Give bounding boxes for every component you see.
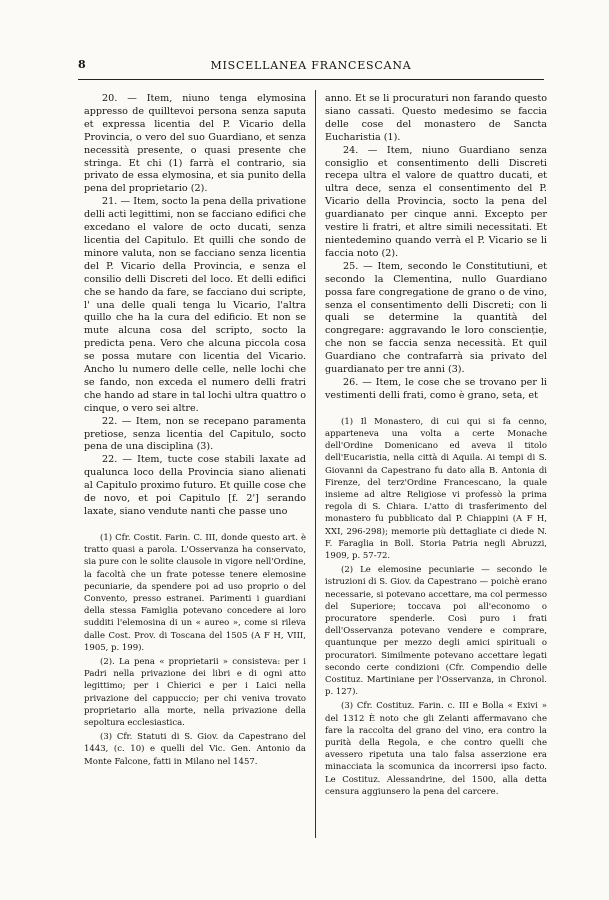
left-body-text (84, 93, 306, 519)
article-25: 25. — Item, secondo le Constitutiuni, et secondo la Clementina, nullo Guardiano possa fare congregatione de grano o de vino, senza el consentimento delli Discreti; con li quali se determine la quantità del congregare: aggravando le loro conscienție, che non se faccia senza necessità. Et quil Guardiano che contrafarrà sia privato del guardianato per tre anni (3). (325, 260, 547, 376)
footnote: (2). La pena « proprietarii » consisteva: per i Padri nella privazione dei libri e di ogni atto legittimo; per i Chierici e per i Laici nella privazione del cappuccio; per chi veniva trovato proprietario alla morte, nella privazione della sepoltura ecclesiastica. (84, 656, 306, 728)
right-footnotes (325, 416, 547, 798)
left-footnotes (84, 532, 306, 768)
article-20: 20. — Item, niuno tenga elymosina appresso de quilltevoi persona senza saputa et expressa licentia del P. Vicario della Provincia, o vero del suo Guardiano, et senza necessità presente, o quasi presente che stringa. Et chi (1) farrà el contrario, sia privato de essa elymosina, et sia punito della pena del proprietario (2). (84, 93, 306, 195)
article-24: 24. — Item, niuno Guardiano senza consiglio et consentimento delli Discreti recepa ultra el valore de quattro ducati, et ultra dece, senza el consentimento del P. Vicario della Provincia, socto la pena del guardianato per cinque anni. Excepto per vestire li fratri, et altre simili necessitati. Et nientedemino quando verrà el P. Vicario se li faccia noto (2). (325, 144, 547, 259)
right-body-text (325, 93, 547, 403)
right-column (325, 93, 547, 800)
footnote: (3) Cfr. Statuti di S. Giov. da Capestrano del 1443, (c. 10) e quelli del Vic. Gen. Antonio da Monte Falcone, fatti in Milano nel 1457. (84, 732, 306, 767)
column-divider (315, 90, 316, 838)
footnote: (3) Cfr. Costituz. Farin. c. III e Bolla « Exivi » del 1312 È noto che gli Zelanti affermavano che fare la raccolta del grano del vino, era contro la purità della Regola, e che contro quelli che avessero ripetuta una talo falsa asserzione era minacciata la scomunica da incorrersi ipso facto. Le Costituz. Alessandrine, del 1500, alla detta censura aggiunsero la pena del carcere. (325, 701, 547, 797)
article-22a: 22. — Item, non se recepano paramenta pretiose, senza licentia del Capitulo, socto pena de una disciplina (3). (84, 415, 306, 453)
article-21: 21. — Item, socto la pena della privatione delli acti legittimi, non se facciano edifici che excedano el valore de octo ducati, senza licentia del Capitulo. Et quilli che sondo de minore valuta, non se facciano senza licentia del P. Vicario della Provincia, e senza el consilio delli Discreti del loco. Et delli edifici che se hando da fare, se facciano dui scripte, l' una delle quali tenga lu Vicario, l'altra quillo che ha la cura del edificio. Et non se mute alcuna cosa del scripto, socto la predicta pena. Vero che alcuna piccola cosa se possa mutare con licentia del Vicario. Ancho lu numero delle celle, nelle lochi che se fando, non exceda el numero delli fratri che hando ad stare in tal lochi ultra quattro o cinque, o vero sei altre. (84, 196, 306, 414)
page-header (78, 58, 544, 74)
article-continuation: anno. Et se li procuraturi non farando questo siano cassati. Questo medesimo se faccia delle cose del monastero de Sancta Eucharistia (1). (325, 93, 547, 143)
footnote: (1) Cfr. Costit. Farin. C. III, donde questo art. è tratto quasi a parola. L'Osservanza ha conservato, sia pure con le solite clausole in vigore nell'Ordine, la facoltà che un frate potesse tenere elemosine pecuniarie, da spendere poi ad uso proprio o del Convento, presso estranei. Parimenti i guardiani della stessa Famiglia potevano concedere ai loro sudditi l'elemosina di un « aureo », come si rileva dalle Cost. Prov. di Toscana del 1505 (A F H, VIII, 1905, p. 199). (84, 532, 306, 653)
page-number: 8 (78, 58, 86, 71)
footnote: (1) Il Monastero, di cui qui si fa cenno, apparteneva una volta a certe Monache dell'Ordine Domenicano ed aveva il titolo dell'Eucaristia, nella città di Aquila. Ai tempi di S. Giovanni da Capestrano fu dato alla B. Antonia di Firenze, del terz'Ordine Francescano, la quale insieme ad altre Religiose vi professò la prima regola di S. Chiara. L'atto di trasferimento del monastero fu pubblicato dal P. Chiappini (A F H, XXI, 296-298); memorie più dettagliate ci diede N. F. Faraglia in Boll. Storia Patria negli Abruzzi, 1909, p. 57-72. (325, 416, 547, 561)
article-26: 26. — Item, le cose che se trovano per li vestimenti delli frati, como è grano, seta, et (325, 376, 547, 401)
header-rule (78, 79, 544, 80)
running-title: MISCELLANEA FRANCESCANA (210, 59, 412, 72)
footnote: (2) Le elemosine pecuniarie — secondo le istruzioni di S. Giov. da Capestrano — poichè erano necessarie, si potevano accettare, ma col permesso del Superiore; toccava poi all'economo o procuratore spenderle. Così puro i frati dell'Osservanza potevano vendere e comprare, quantunque per mezzo degli amici spirituali o procuratori. Similmente potevano accettare legati secondo certe condizioni (Cfr. Compendio delle Costituz. Martiniane per l'Osservanza, in Chronol. p. 127). (325, 565, 547, 698)
left-column (84, 93, 306, 770)
article-22b: 22. — Item, tucte cose stabili laxate ad qualunca loco della Provincia siano alienati al Capitulo proximo futuro. Et quille cose che de novo, et poi Capitulo [f. 2'] serando laxate, siano vendute nanti che passe uno (84, 454, 306, 517)
